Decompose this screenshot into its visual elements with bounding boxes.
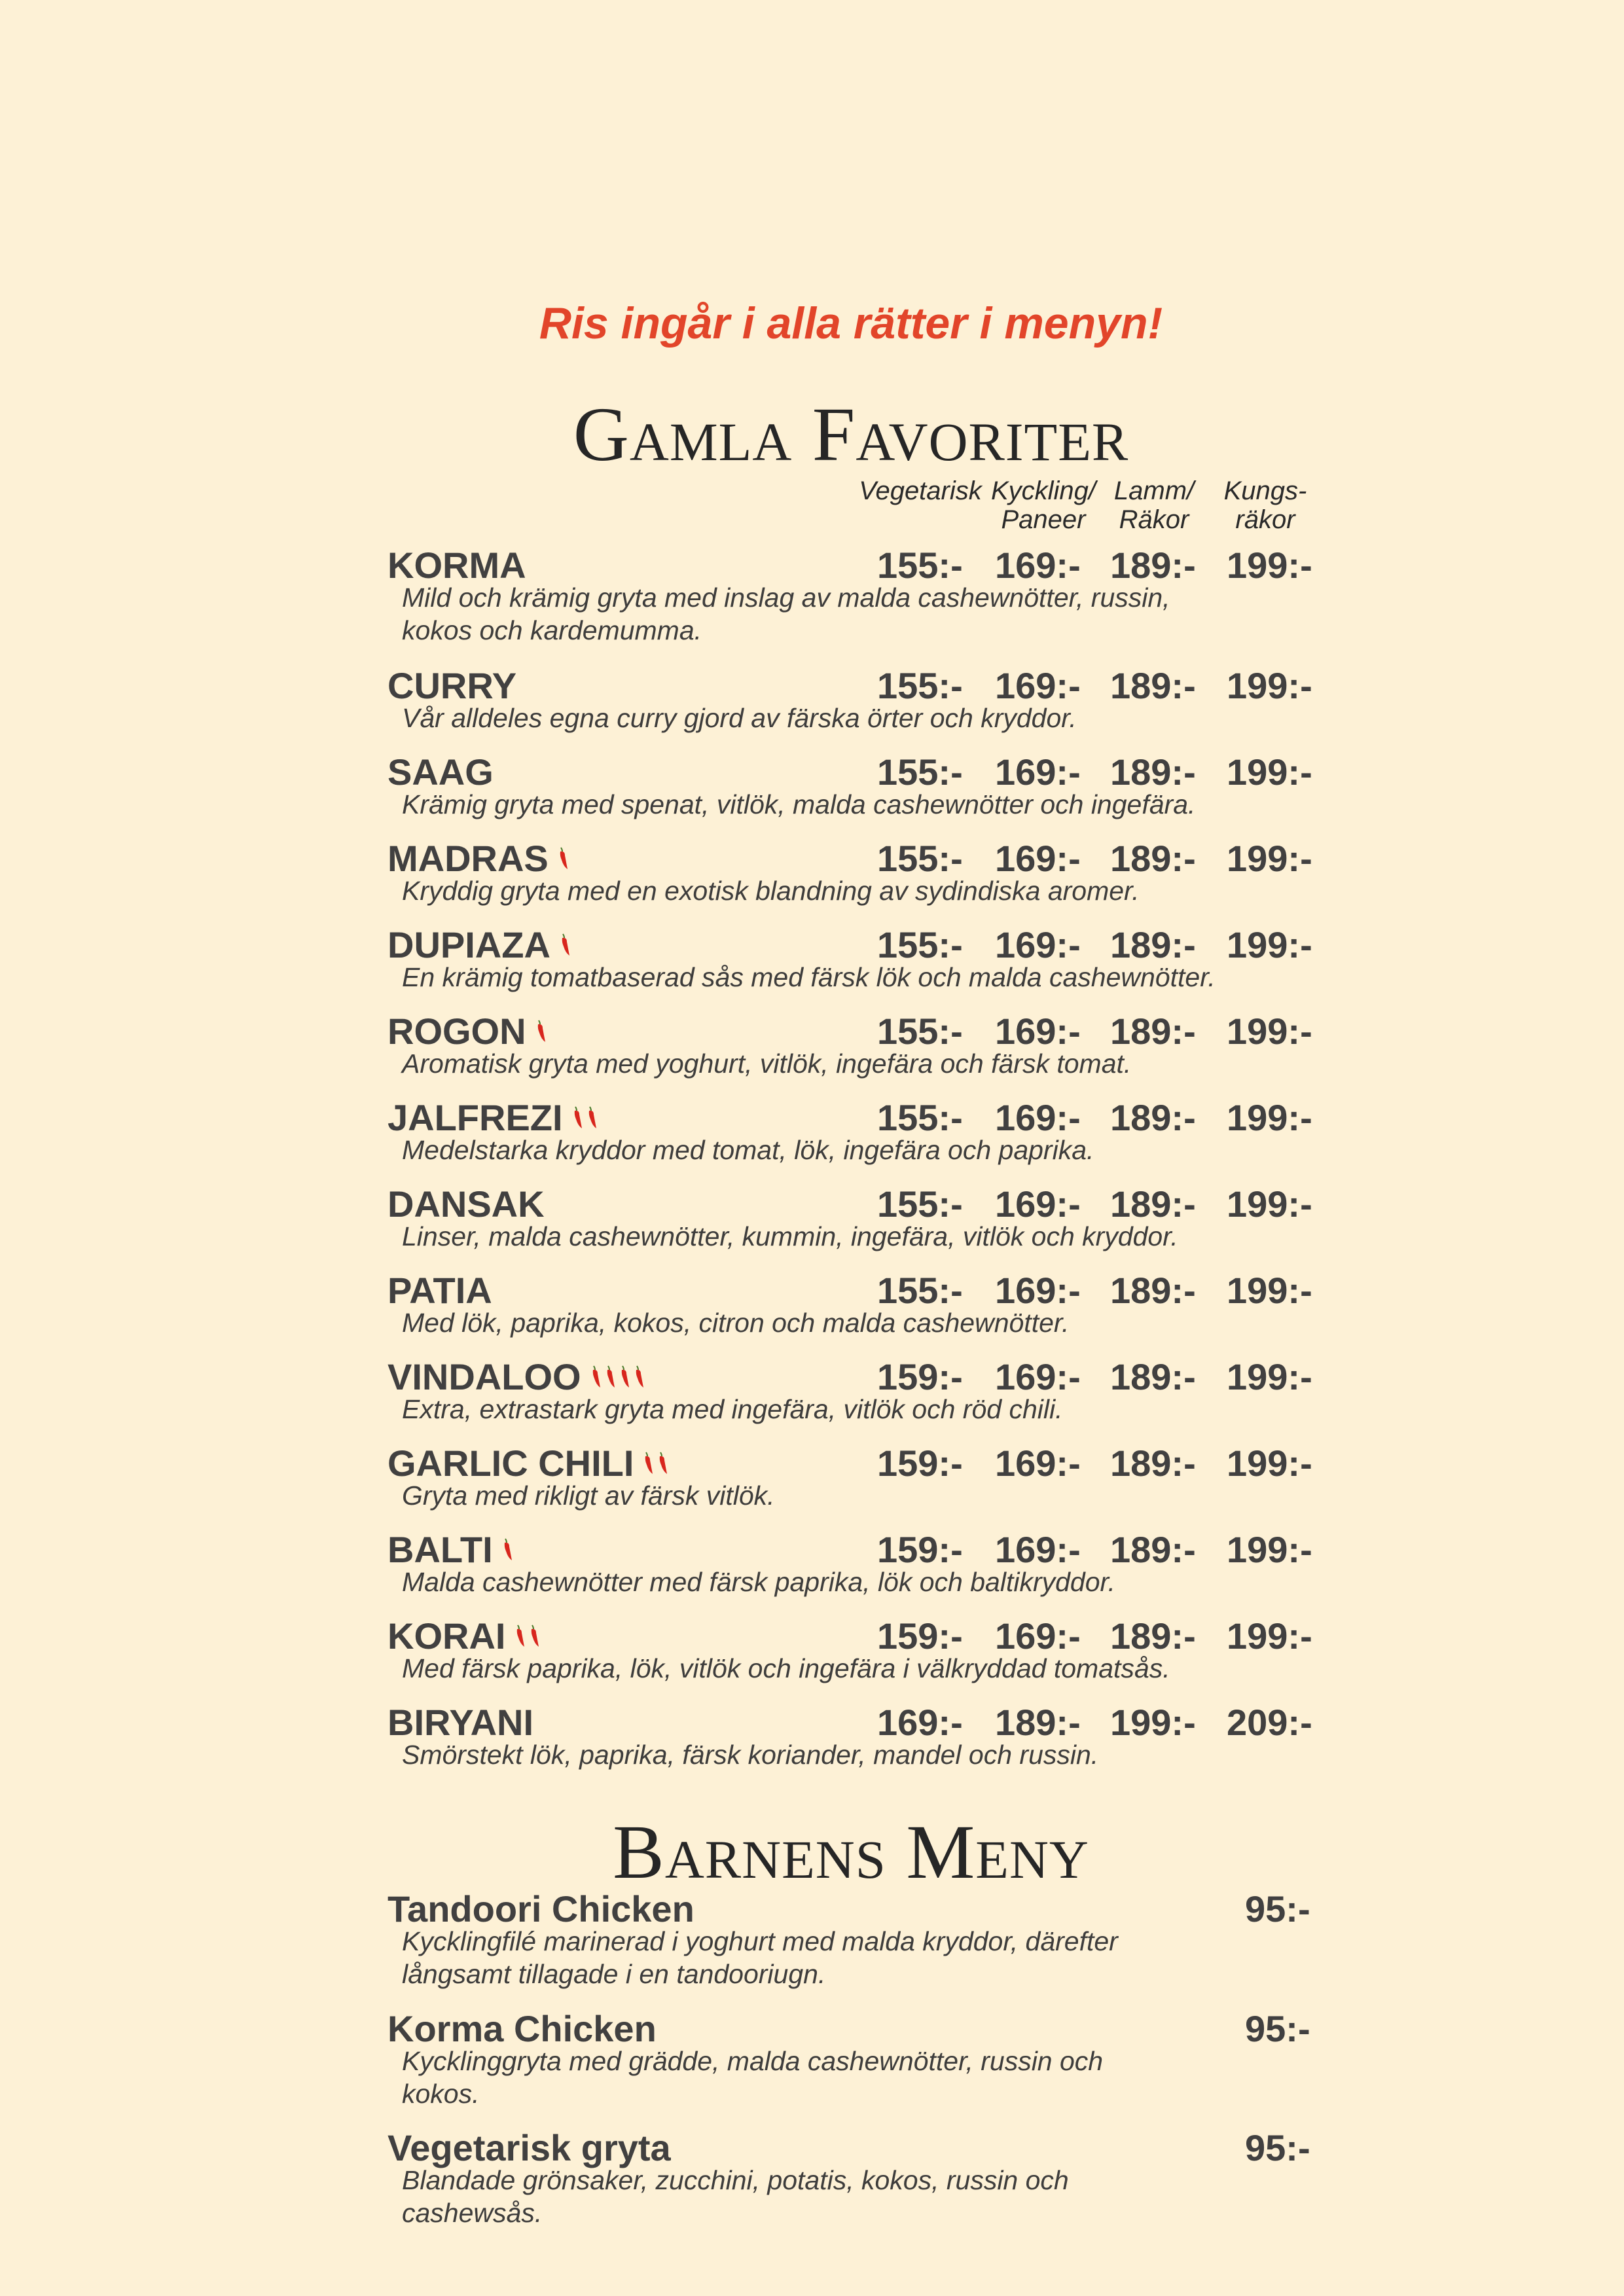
dish-price: 199:- bbox=[1227, 751, 1312, 793]
dish-name bbox=[388, 1270, 492, 1312]
spice-level bbox=[590, 1365, 645, 1389]
dish-item bbox=[388, 1615, 1317, 1700]
dish-price: 169:- bbox=[995, 838, 1081, 879]
spice-level bbox=[514, 1624, 541, 1648]
spice-level bbox=[558, 847, 569, 870]
dish-price: 189:- bbox=[1110, 665, 1196, 706]
dish-item bbox=[388, 924, 1317, 1009]
spice-level bbox=[560, 933, 571, 957]
dish-description: Med lök, paprika, kokos, citron och malda cashewnötter. bbox=[402, 1308, 1070, 1338]
dish-description: Linser, malda cashewnötter, kummin, ingefära, vitlök och kryddor. bbox=[402, 1221, 1178, 1251]
rice-notice: Ris ingår i alla rätter i menyn! bbox=[539, 298, 1163, 348]
dish-price: 169:- bbox=[995, 924, 1081, 965]
dish-price: 189:- bbox=[1110, 924, 1196, 965]
dish-description: Krämig gryta med spenat, vitlök, malda cashewnötter och ingefära. bbox=[402, 789, 1196, 819]
chili-icon bbox=[572, 1106, 584, 1130]
dish-price: 189:- bbox=[995, 1702, 1081, 1743]
dish-name-label: DUPIAZA bbox=[388, 924, 550, 965]
dish-item bbox=[388, 1529, 1317, 1614]
dish-price: 155:- bbox=[877, 1097, 963, 1138]
spice-level bbox=[535, 1020, 547, 1043]
dish-price: 199:- bbox=[1227, 1270, 1312, 1311]
dish-price: 189:- bbox=[1110, 1443, 1196, 1484]
spice-level bbox=[502, 1538, 514, 1562]
dish-name-label: BIRYANI bbox=[388, 1702, 534, 1743]
chili-icon bbox=[560, 933, 571, 957]
kids-dish-description: Kycklinggryta med grädde, malda cashewnötter, russin och kokos. bbox=[402, 2046, 1104, 2109]
dish-item bbox=[388, 1270, 1317, 1355]
dish-price: 199:- bbox=[1227, 1097, 1312, 1138]
dish-price: 159:- bbox=[877, 1356, 963, 1397]
dish-price: 189:- bbox=[1110, 751, 1196, 793]
dish-price: 199:- bbox=[1227, 1011, 1312, 1052]
dish-price: 169:- bbox=[995, 1356, 1081, 1397]
dish-price: 169:- bbox=[995, 1097, 1081, 1138]
dish-description: Kryddig gryta med en exotisk blandning av sydindiska aromer. bbox=[402, 876, 1140, 906]
dish-name-label: KORMA bbox=[388, 545, 526, 586]
dish-price: 155:- bbox=[877, 924, 963, 965]
dish-price: 199:- bbox=[1227, 665, 1312, 706]
section-title-favoriter: Gamla Favoriter bbox=[573, 391, 1129, 477]
dish-price: 209:- bbox=[1227, 1702, 1312, 1743]
dish-name-label: JALFREZI bbox=[388, 1097, 563, 1138]
kids-item bbox=[388, 1888, 1317, 2000]
dish-price: 189:- bbox=[1110, 1270, 1196, 1311]
kids-dish-description: Blandade grönsaker, zucchini, potatis, kokos, russin och cashewsås. bbox=[402, 2165, 1069, 2228]
dish-item bbox=[388, 1702, 1317, 1787]
dish-name-label: GARLIC CHILI bbox=[388, 1443, 634, 1484]
dish-price: 169:- bbox=[995, 1615, 1081, 1657]
kids-item bbox=[388, 2127, 1317, 2238]
dish-name-label: CURRY bbox=[388, 665, 517, 706]
kids-dish-price: 95:- bbox=[1245, 2127, 1310, 2168]
dish-item bbox=[388, 751, 1317, 836]
dish-price: 169:- bbox=[995, 665, 1081, 706]
chili-icon bbox=[535, 1020, 547, 1043]
dish-price: 189:- bbox=[1110, 545, 1196, 586]
chili-icon bbox=[514, 1624, 526, 1648]
dish-name bbox=[388, 1615, 541, 1657]
chili-icon bbox=[605, 1365, 617, 1389]
dish-item bbox=[388, 545, 1317, 645]
dish-description: Medelstarka kryddor med tomat, lök, ingefära och paprika. bbox=[402, 1135, 1094, 1165]
dish-name bbox=[388, 1097, 598, 1139]
chili-icon bbox=[590, 1365, 602, 1389]
dish-price: 189:- bbox=[1110, 1011, 1196, 1052]
dish-name-label: KORAI bbox=[388, 1615, 506, 1657]
chili-icon bbox=[558, 847, 569, 870]
dish-name bbox=[388, 838, 569, 880]
dish-description: En krämig tomatbaserad sås med färsk lök och malda cashewnötter. bbox=[402, 962, 1216, 992]
dish-name bbox=[388, 1356, 645, 1398]
chili-icon bbox=[657, 1452, 669, 1475]
dish-price: 169:- bbox=[995, 751, 1081, 793]
dish-price: 169:- bbox=[995, 1443, 1081, 1484]
dish-price: 169:- bbox=[995, 1183, 1081, 1225]
dish-price: 199:- bbox=[1227, 1529, 1312, 1570]
dish-description: Malda cashewnötter med färsk paprika, lök och baltikryddor. bbox=[402, 1567, 1116, 1597]
dish-description: Gryta med rikligt av färsk vitlök. bbox=[402, 1480, 775, 1511]
chili-icon bbox=[586, 1106, 598, 1130]
dish-description: Aromatisk gryta med yoghurt, vitlök, ingefära och färsk tomat. bbox=[402, 1049, 1132, 1079]
dish-name-label: SAAG bbox=[388, 751, 494, 793]
column-header-kyckling: Kyckling/ Paneer bbox=[990, 476, 1096, 534]
kids-item bbox=[388, 2008, 1317, 2119]
dish-price: 155:- bbox=[877, 1270, 963, 1311]
dish-item bbox=[388, 1183, 1317, 1268]
column-header-vegetarisk: Vegetarisk bbox=[859, 476, 982, 505]
dish-name-label: BALTI bbox=[388, 1529, 493, 1570]
column-header-lamm: Lamm/ Räkor bbox=[1113, 476, 1195, 534]
dish-price: 189:- bbox=[1110, 838, 1196, 879]
dish-price: 199:- bbox=[1227, 1615, 1312, 1657]
dish-name-label: DANSAK bbox=[388, 1183, 545, 1225]
dish-item bbox=[388, 1356, 1317, 1441]
dish-name-label: VINDALOO bbox=[388, 1356, 581, 1397]
spice-level bbox=[643, 1452, 669, 1475]
dish-item bbox=[388, 665, 1317, 750]
dish-price: 189:- bbox=[1110, 1529, 1196, 1570]
dish-name bbox=[388, 1183, 545, 1225]
dish-price: 169:- bbox=[995, 1270, 1081, 1311]
dish-name-label: ROGON bbox=[388, 1011, 526, 1052]
dish-price: 199:- bbox=[1227, 838, 1312, 879]
dish-description: Vår alldeles egna curry gjord av färska örter och kryddor. bbox=[402, 703, 1077, 733]
dish-price: 199:- bbox=[1110, 1702, 1196, 1743]
dish-price: 159:- bbox=[877, 1443, 963, 1484]
dish-price: 199:- bbox=[1227, 1183, 1312, 1225]
kids-dish-name: Tandoori Chicken bbox=[388, 1888, 695, 1929]
kids-dish-name: Vegetarisk gryta bbox=[388, 2127, 671, 2168]
dish-price: 199:- bbox=[1227, 1443, 1312, 1484]
chili-icon bbox=[643, 1452, 655, 1475]
dish-price: 169:- bbox=[877, 1702, 963, 1743]
chili-icon bbox=[619, 1365, 631, 1389]
dish-name bbox=[388, 1443, 669, 1484]
dish-price: 189:- bbox=[1110, 1097, 1196, 1138]
kids-dish-price: 95:- bbox=[1245, 1888, 1310, 1929]
column-header-kungsrakor: Kungs- räkor bbox=[1223, 476, 1307, 534]
dish-price: 155:- bbox=[877, 838, 963, 879]
dish-description: Smörstekt lök, paprika, färsk koriander, mandel och russin. bbox=[402, 1740, 1099, 1770]
dish-price: 159:- bbox=[877, 1615, 963, 1657]
dish-price: 189:- bbox=[1110, 1183, 1196, 1225]
dish-price: 189:- bbox=[1110, 1615, 1196, 1657]
dish-price: 169:- bbox=[995, 1011, 1081, 1052]
dish-price: 155:- bbox=[877, 545, 963, 586]
chili-icon bbox=[634, 1365, 645, 1389]
dish-name-label: PATIA bbox=[388, 1270, 492, 1311]
dish-description: Extra, extrastark gryta med ingefära, vitlök och röd chili. bbox=[402, 1394, 1063, 1424]
dish-name bbox=[388, 1529, 514, 1571]
dish-description: Mild och krämig gryta med inslag av malda cashewnötter, russin, kokos och kardemumma. bbox=[402, 583, 1170, 645]
dish-price: 159:- bbox=[877, 1529, 963, 1570]
dish-name bbox=[388, 1011, 547, 1052]
spice-level bbox=[572, 1106, 598, 1130]
dish-item bbox=[388, 838, 1317, 923]
dish-item bbox=[388, 1443, 1317, 1528]
dish-price: 155:- bbox=[877, 665, 963, 706]
chili-icon bbox=[529, 1624, 541, 1648]
dish-name bbox=[388, 545, 526, 586]
section-title-barn: Barnens Meny bbox=[613, 1809, 1089, 1895]
dish-price: 155:- bbox=[877, 751, 963, 793]
kids-dish-name: Korma Chicken bbox=[388, 2008, 657, 2049]
dish-name bbox=[388, 924, 571, 966]
dish-description: Med färsk paprika, lök, vitlök och ingefära i välkryddad tomatsås. bbox=[402, 1653, 1170, 1683]
dish-price: 199:- bbox=[1227, 545, 1312, 586]
dish-price: 189:- bbox=[1110, 1356, 1196, 1397]
dish-price: 199:- bbox=[1227, 1356, 1312, 1397]
dish-price: 169:- bbox=[995, 1529, 1081, 1570]
dish-price: 199:- bbox=[1227, 924, 1312, 965]
chili-icon bbox=[502, 1538, 514, 1562]
dish-item bbox=[388, 1097, 1317, 1182]
dish-name bbox=[388, 665, 516, 707]
dish-item bbox=[388, 1011, 1317, 1096]
kids-dish-price: 95:- bbox=[1245, 2008, 1310, 2049]
dish-name-label: MADRAS bbox=[388, 838, 549, 879]
dish-price: 155:- bbox=[877, 1183, 963, 1225]
dish-name bbox=[388, 751, 494, 793]
dish-price: 169:- bbox=[995, 545, 1081, 586]
dish-name bbox=[388, 1702, 533, 1744]
dish-price: 155:- bbox=[877, 1011, 963, 1052]
kids-dish-description: Kycklingfilé marinerad i yoghurt med malda kryddor, därefter långsamt tillagade i en tandooriugn. bbox=[402, 1926, 1118, 1989]
